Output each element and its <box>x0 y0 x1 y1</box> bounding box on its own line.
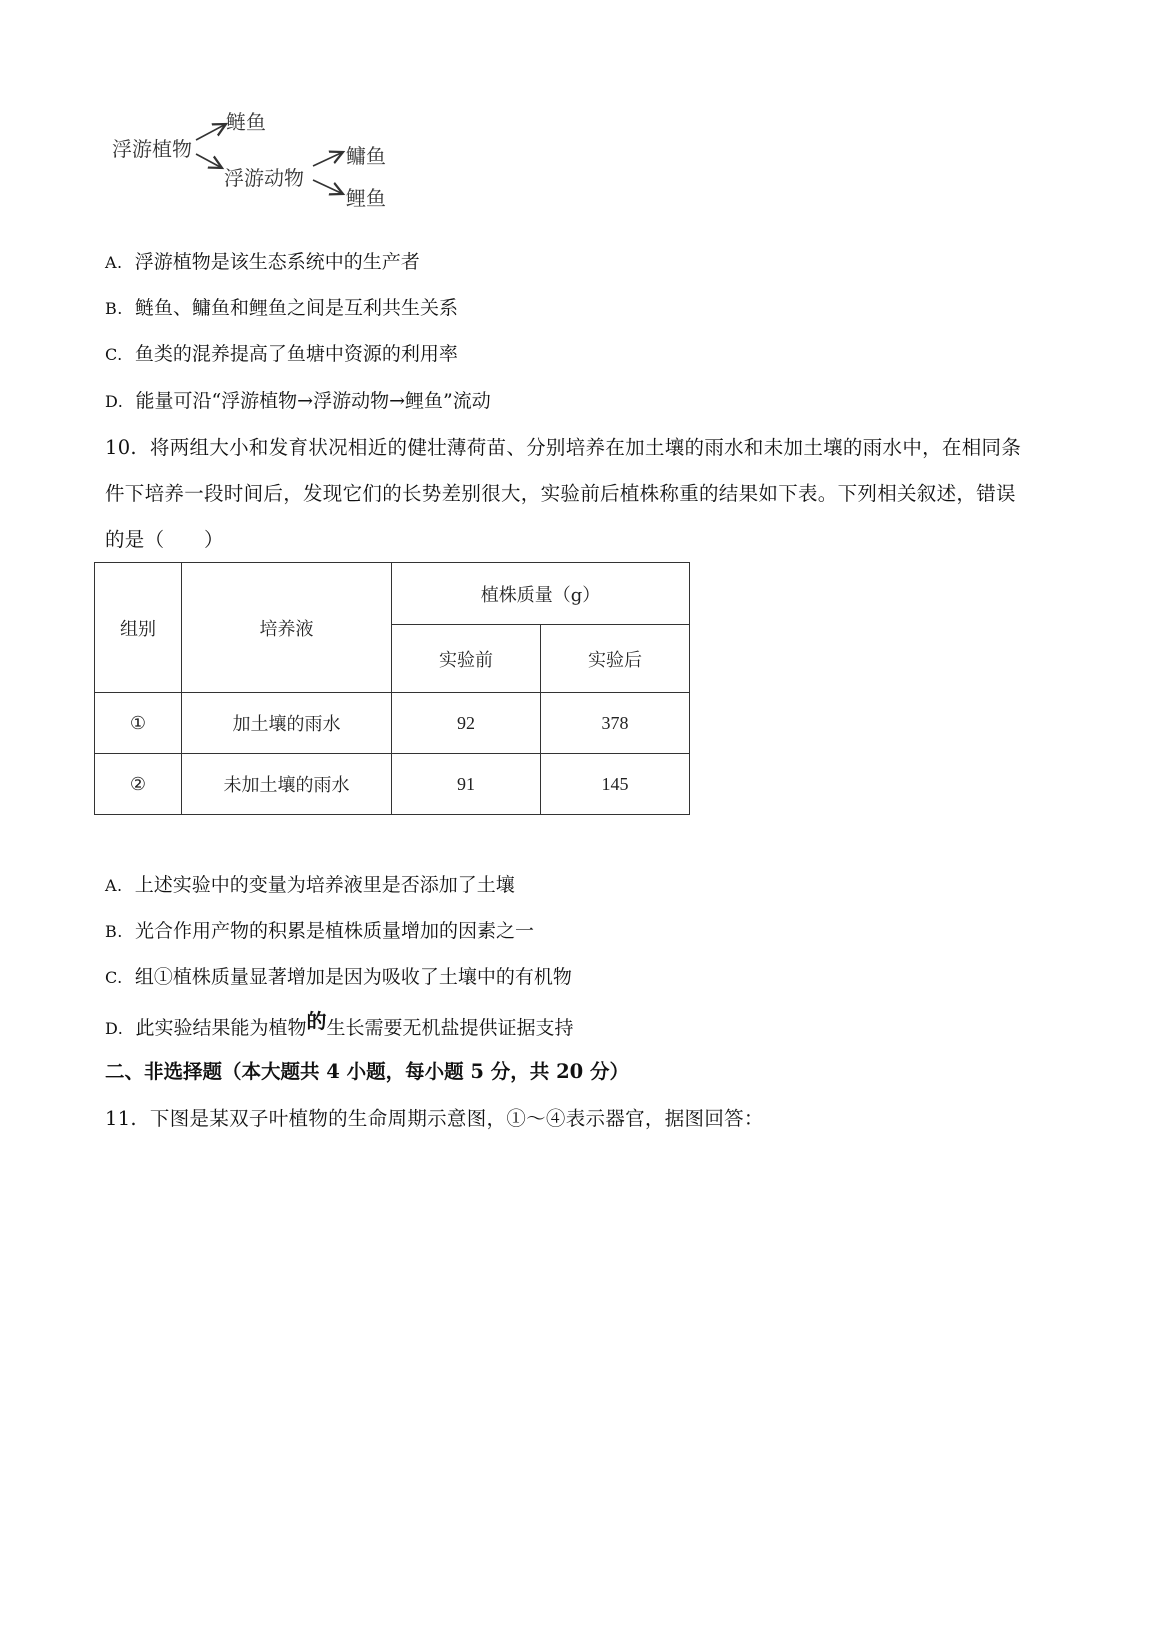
table-header-row <box>95 563 690 625</box>
option-text-b: 的 <box>306 1009 327 1033</box>
cell-after: 145 <box>541 754 690 815</box>
node-silver-carp: 鲢鱼 <box>226 110 266 134</box>
cell-after: 378 <box>541 693 690 754</box>
option-text: 浮游植物是该生态系统中的生产者 <box>134 251 420 273</box>
option-text: 组①植株质量显著增加是因为吸收了土壤中的有机物 <box>134 966 572 988</box>
question-number: 10. <box>105 436 137 459</box>
option-label: B. <box>105 299 123 318</box>
arrow-zooplankton-to-bighead-carp <box>313 152 343 166</box>
node-producer: 浮游植物 <box>112 137 192 161</box>
q10-option-a <box>105 873 515 898</box>
arrow-producer-to-zooplankton <box>196 154 222 168</box>
option-text: 光合作用产物的积累是植株质量增加的因素之一 <box>134 920 534 942</box>
header-medium: 培养液 <box>182 563 392 693</box>
option-label: B. <box>105 922 123 941</box>
node-carp: 鲤鱼 <box>346 186 386 210</box>
arrow-zooplankton-to-carp <box>313 180 343 194</box>
option-label: C. <box>105 345 123 364</box>
q9-option-b <box>105 296 458 321</box>
q10-option-c <box>105 965 572 990</box>
header-mass: 植株质量（g） <box>392 563 690 625</box>
cell-before: 91 <box>392 754 541 815</box>
table-row <box>95 754 690 815</box>
q11-text: 下图是某双子叶植物的生命周期示意图，①～④表示器官，据图回答： <box>149 1107 764 1130</box>
option-text-a: 此实验结果能为植物 <box>135 1017 307 1039</box>
option-text: 鲢鱼、鳙鱼和鲤鱼之间是互利共生关系 <box>134 297 458 319</box>
q10-option-d <box>105 1009 574 1041</box>
table-row <box>95 693 690 754</box>
plant-mass-table <box>94 562 690 815</box>
option-label: A. <box>105 253 123 272</box>
q9-option-c <box>105 342 458 367</box>
node-bighead-carp: 鳙鱼 <box>346 144 386 168</box>
header-before: 实验前 <box>392 625 541 693</box>
q10-text-1: 将两组大小和发育状况相近的健壮薄荷苗、分别培养在加土壤的雨水和未加土壤的雨水中，在相同条 <box>149 436 1022 459</box>
q9-option-a <box>105 250 420 275</box>
cell-group: ① <box>95 693 182 754</box>
q11-stem <box>105 1107 764 1131</box>
option-text: 能量可沿“浮游植物→浮游动物→鲤鱼”流动 <box>135 390 491 412</box>
q10-stem-line2: 件下培养一段时间后，发现它们的长势差别很大，实验前后植株称重的结果如下表。下列相关叙述，错误 <box>105 482 1016 505</box>
header-after: 实验后 <box>541 625 690 693</box>
question-number: 11. <box>105 1107 137 1130</box>
option-label: D. <box>105 1019 124 1038</box>
food-web-diagram <box>100 100 420 220</box>
cell-medium: 未加土壤的雨水 <box>182 754 392 815</box>
option-label: C. <box>105 968 123 987</box>
cell-before: 92 <box>392 693 541 754</box>
q10-stem-line3: 的是（ ） <box>105 528 224 551</box>
q10-stem-line1 <box>105 436 1021 460</box>
option-text-c: 生长需要无机盐提供证据支持 <box>326 1017 574 1039</box>
q10-option-b <box>105 919 534 944</box>
q9-option-d <box>105 389 491 414</box>
option-label: A. <box>105 876 123 895</box>
option-label: D. <box>105 392 124 411</box>
option-text: 上述实验中的变量为培养液里是否添加了土壤 <box>134 874 515 896</box>
arrow-producer-to-silver-carp <box>196 124 226 140</box>
header-group: 组别 <box>95 563 182 693</box>
node-zooplankton: 浮游动物 <box>224 166 304 190</box>
option-text: 鱼类的混养提高了鱼塘中资源的利用率 <box>134 343 458 365</box>
cell-medium: 加土壤的雨水 <box>182 693 392 754</box>
section-title: 二、非选择题（本大题共 4 小题，每小题 5 分，共 20 分） <box>105 1060 630 1083</box>
cell-group: ② <box>95 754 182 815</box>
